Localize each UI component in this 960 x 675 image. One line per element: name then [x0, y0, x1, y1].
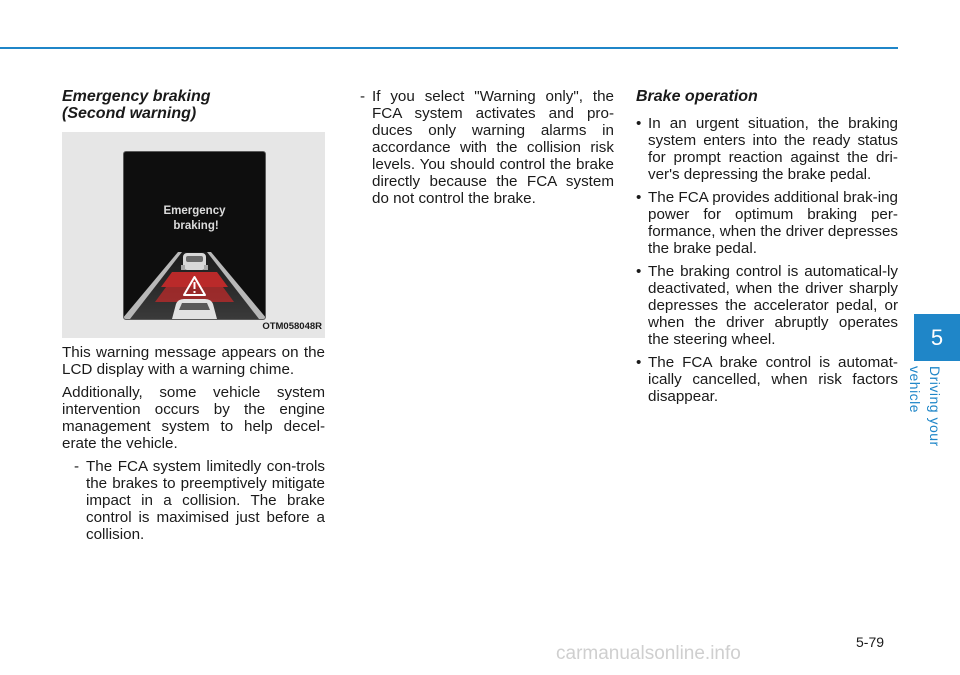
dash-list-text: The FCA system limitedly con-trols the brakes to preemptively mitigate impact in a collision. The brake control is maximised just before a collision.: [86, 458, 325, 543]
bullet-list-item: • In an urgent situation, the braking system enters into the ready status for prompt reaction against the dri-ver's depressing the brake pedal.: [636, 115, 898, 183]
display-text-line-1: Emergency: [163, 205, 226, 217]
chapter-tab: 5: [914, 314, 960, 361]
bullet-text: The braking control is automatical-ly deactivated, when the driver sharply depresses the accelerator pedal, or when the driver abruptly operates the steering wheel.: [648, 263, 898, 348]
bullet-list-item: • The FCA provides additional brak-ing power for optimum braking per-formance, when the driver depresses the brake pedal.: [636, 189, 898, 257]
bullet-text: The FCA provides additional brak-ing power for optimum braking per-formance, when the driver depresses the brake pedal.: [648, 189, 898, 257]
middle-column: [352, 88, 614, 213]
page-number: 5-79: [856, 634, 885, 650]
section-heading-emergency-braking: [62, 88, 325, 122]
cluster-display-figure: [62, 132, 325, 338]
section-heading-brake-operation: Brake operation: [636, 88, 758, 105]
header-rule: [0, 47, 898, 49]
bullet-text: The FCA brake control is automat-ically cancelled, when risk factors disappear.: [648, 354, 898, 405]
car-icon: [181, 253, 208, 270]
lcd-screen: [123, 151, 266, 320]
car-icon: [172, 299, 217, 319]
figure-code: OTM058048R: [262, 321, 322, 332]
chapter-title: Driving your vehicle: [907, 366, 943, 447]
display-text-line-2: braking!: [173, 220, 219, 232]
right-column: [636, 88, 898, 411]
paragraph: This warning message appears on the LCD display with a warning chime.: [62, 344, 325, 378]
dash-list-item: - If you select "Warning only", the FCA system activates and pro-duces only warning alarms in accordance with the collision risk levels. You should control the brake directly because the FCA system do not control the brake.: [360, 88, 614, 207]
left-column: [62, 88, 325, 549]
watermark: carmanualsonline.info: [556, 643, 741, 664]
bullet-list-item: • The FCA brake control is automat-ically cancelled, when risk factors disappear.: [636, 354, 898, 405]
paragraph: Additionally, some vehicle system intervention occurs by the engine management system to help decel-erate the vehicle.: [62, 384, 325, 452]
dash-list-item: - The FCA system limitedly con-trols the brakes to preemptively mitigate impact in a collision. The brake control is maximised just before a collision.: [74, 458, 325, 543]
bullet-list-item: • The braking control is automatical-ly deactivated, when the driver sharply depresses the accelerator pedal, or when the driver abruptly operates the steering wheel.: [636, 263, 898, 348]
bullet-text: In an urgent situation, the braking system enters into the ready status for prompt reaction against the dri-ver's depressing the brake pedal.: [648, 115, 898, 183]
dash-list-text: If you select "Warning only", the FCA system activates and pro-duces only warning alarms in accordance with the collision risk levels. You should control the brake directly because the FCA system do not control the brake.: [372, 88, 614, 207]
heading-line-2: (Second warning): [62, 105, 197, 122]
lcd-scene: [124, 152, 265, 319]
heading-line-1: Emergency braking: [62, 88, 211, 105]
